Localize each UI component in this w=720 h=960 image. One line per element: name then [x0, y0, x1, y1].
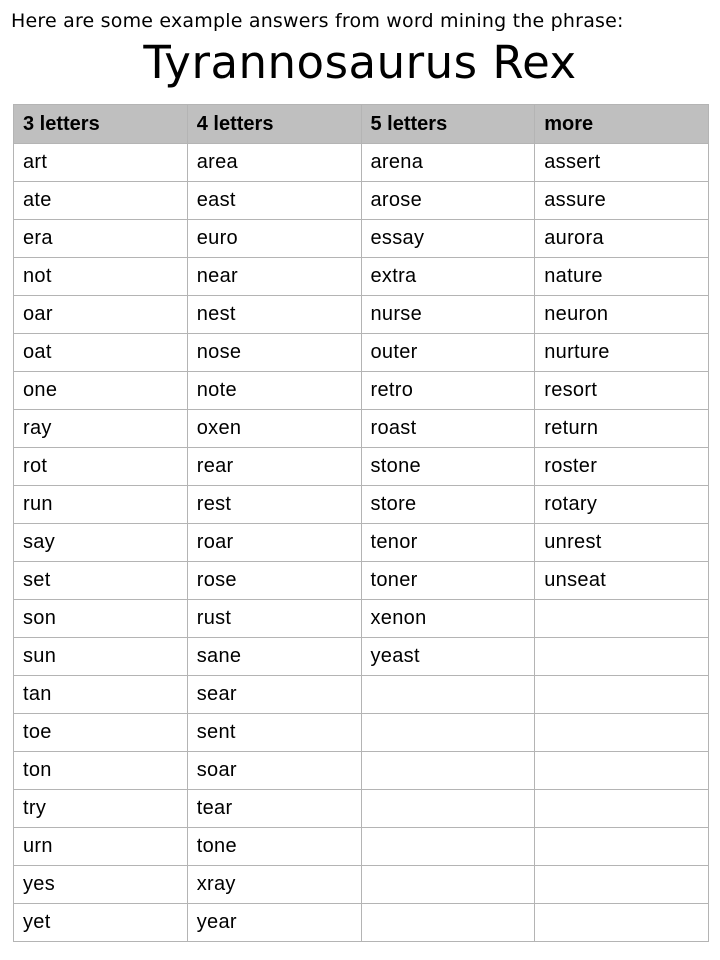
word-cell: year — [187, 904, 361, 942]
word-cell: roast — [361, 410, 535, 448]
word-cell — [361, 714, 535, 752]
word-cell: store — [361, 486, 535, 524]
word-cell — [535, 676, 709, 714]
word-cell: area — [187, 144, 361, 182]
table-row — [14, 372, 709, 410]
word-cell: yeast — [361, 638, 535, 676]
word-cell: note — [187, 372, 361, 410]
word-cell — [535, 790, 709, 828]
word-cell: rear — [187, 448, 361, 486]
word-cell: aurora — [535, 220, 709, 258]
word-cell: neuron — [535, 296, 709, 334]
table-row — [14, 182, 709, 220]
word-cell: roster — [535, 448, 709, 486]
word-cell: nurse — [361, 296, 535, 334]
word-cell: nature — [535, 258, 709, 296]
word-cell — [535, 714, 709, 752]
table-row — [14, 486, 709, 524]
column-header-5-letters: 5 letters — [361, 105, 535, 144]
table-row — [14, 866, 709, 904]
header-row — [14, 105, 709, 144]
word-cell: try — [14, 790, 188, 828]
word-table-body — [14, 144, 709, 942]
word-cell: tear — [187, 790, 361, 828]
word-cell: near — [187, 258, 361, 296]
table-row — [14, 714, 709, 752]
word-cell — [361, 866, 535, 904]
word-cell: era — [14, 220, 188, 258]
word-cell: rotary — [535, 486, 709, 524]
word-cell: toner — [361, 562, 535, 600]
word-cell: sane — [187, 638, 361, 676]
word-cell: tenor — [361, 524, 535, 562]
word-cell: oxen — [187, 410, 361, 448]
word-cell: oar — [14, 296, 188, 334]
word-cell: stone — [361, 448, 535, 486]
table-row — [14, 790, 709, 828]
word-cell: toe — [14, 714, 188, 752]
word-cell: say — [14, 524, 188, 562]
word-cell — [361, 676, 535, 714]
word-cell: unrest — [535, 524, 709, 562]
word-cell: one — [14, 372, 188, 410]
word-cell — [535, 828, 709, 866]
column-header-more: more — [535, 105, 709, 144]
word-cell: nurture — [535, 334, 709, 372]
word-cell: yes — [14, 866, 188, 904]
word-cell: xray — [187, 866, 361, 904]
table-row — [14, 448, 709, 486]
word-cell: euro — [187, 220, 361, 258]
word-cell: outer — [361, 334, 535, 372]
column-header-4-letters: 4 letters — [187, 105, 361, 144]
word-cell: son — [14, 600, 188, 638]
word-cell: arena — [361, 144, 535, 182]
word-cell: nose — [187, 334, 361, 372]
word-cell: east — [187, 182, 361, 220]
word-cell: tan — [14, 676, 188, 714]
word-cell — [535, 600, 709, 638]
word-cell: sear — [187, 676, 361, 714]
word-cell: art — [14, 144, 188, 182]
word-cell — [535, 752, 709, 790]
word-cell: ray — [14, 410, 188, 448]
column-header-3-letters: 3 letters — [14, 105, 188, 144]
table-row — [14, 258, 709, 296]
word-cell: roar — [187, 524, 361, 562]
word-cell: run — [14, 486, 188, 524]
word-cell: not — [14, 258, 188, 296]
table-row — [14, 600, 709, 638]
word-cell: xenon — [361, 600, 535, 638]
table-row — [14, 752, 709, 790]
table-row — [14, 904, 709, 942]
word-cell: arose — [361, 182, 535, 220]
word-cell — [361, 828, 535, 866]
word-cell: return — [535, 410, 709, 448]
word-cell: rose — [187, 562, 361, 600]
table-row — [14, 828, 709, 866]
word-cell — [361, 752, 535, 790]
word-cell: set — [14, 562, 188, 600]
word-cell: soar — [187, 752, 361, 790]
word-cell: assure — [535, 182, 709, 220]
table-row — [14, 220, 709, 258]
word-cell: nest — [187, 296, 361, 334]
table-row — [14, 296, 709, 334]
word-cell: sun — [14, 638, 188, 676]
word-cell: unseat — [535, 562, 709, 600]
word-cell: ton — [14, 752, 188, 790]
table-row — [14, 410, 709, 448]
table-row — [14, 638, 709, 676]
word-cell: ate — [14, 182, 188, 220]
word-cell: rust — [187, 600, 361, 638]
word-cell: essay — [361, 220, 535, 258]
word-cell: oat — [14, 334, 188, 372]
word-cell — [361, 790, 535, 828]
word-cell: resort — [535, 372, 709, 410]
table-row — [14, 334, 709, 372]
table-row — [14, 676, 709, 714]
table-row — [14, 562, 709, 600]
word-cell: extra — [361, 258, 535, 296]
intro-text: Here are some example answers from word mining the phrase: — [11, 10, 624, 32]
word-cell: rest — [187, 486, 361, 524]
word-cell — [535, 866, 709, 904]
word-cell: rot — [14, 448, 188, 486]
page-title: Tyrannosaurus Rex — [143, 36, 577, 89]
word-cell: assert — [535, 144, 709, 182]
word-table — [13, 104, 709, 942]
word-cell — [535, 638, 709, 676]
word-cell: urn — [14, 828, 188, 866]
word-cell — [361, 904, 535, 942]
table-row — [14, 144, 709, 182]
table-row — [14, 524, 709, 562]
word-cell — [535, 904, 709, 942]
word-cell: yet — [14, 904, 188, 942]
word-cell: retro — [361, 372, 535, 410]
word-cell: sent — [187, 714, 361, 752]
word-cell: tone — [187, 828, 361, 866]
